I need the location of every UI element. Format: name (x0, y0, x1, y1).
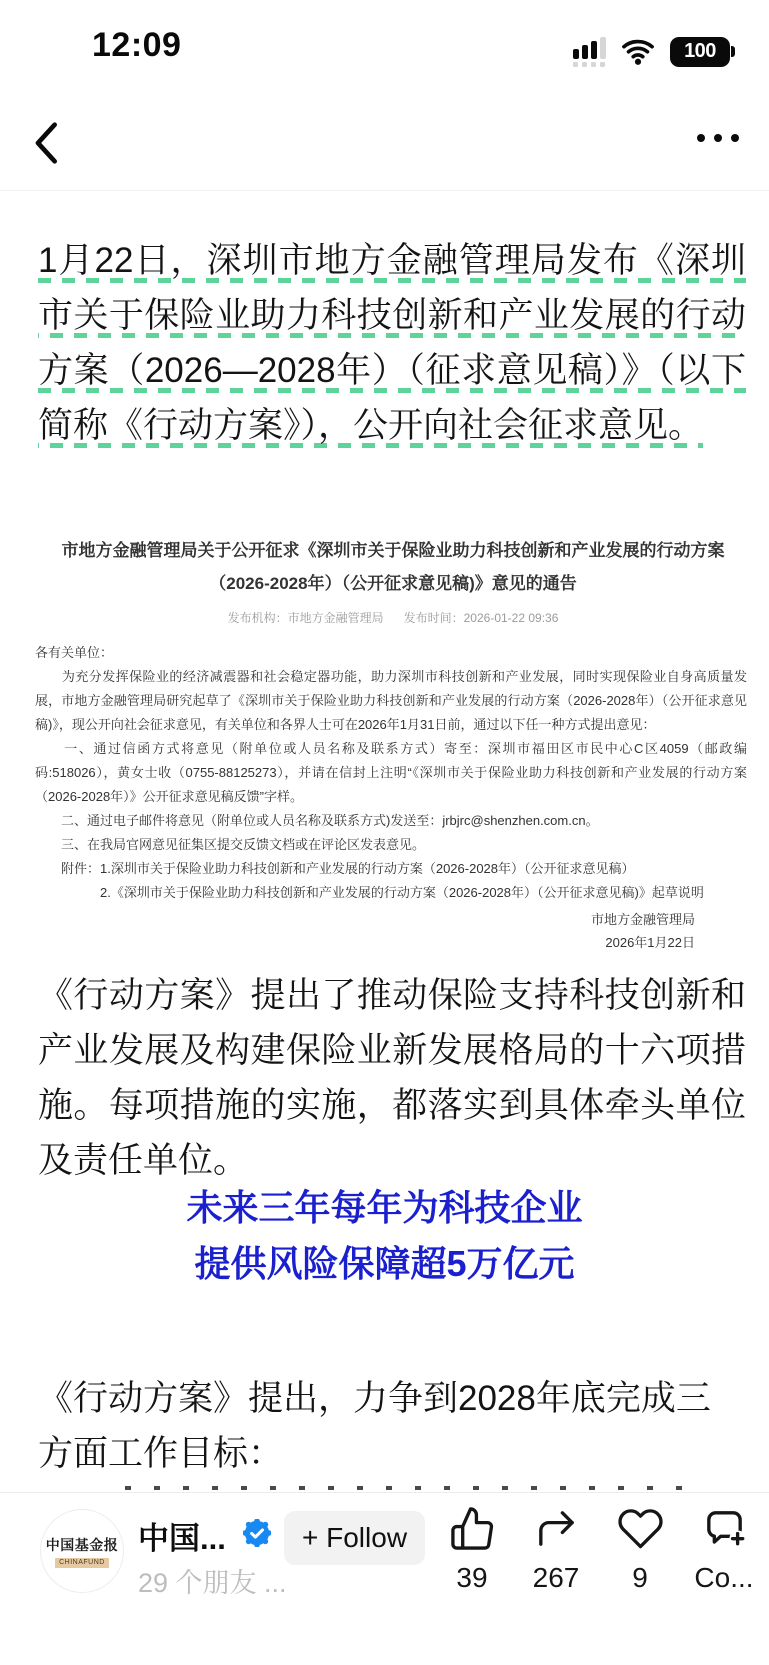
goals-line2: 方面工作目标： (38, 1434, 284, 1473)
account-subtitle: 29 个朋友 ... (138, 1568, 287, 1598)
notice-sign-org: 市地方金融管理局 (590, 912, 695, 927)
verified-badge-icon (243, 1519, 271, 1547)
notice-paragraph: 附件：1.深圳市关于保险业助力科技创新和产业发展的行动方案（2026-2028年）（公开征求意见稿） (35, 861, 635, 876)
favorite-count: 9 (632, 1562, 648, 1593)
notice-paragraph: 为充分发挥保险业的经济减震器和社会稳定器功能，助力深圳市科技创新和产业发展，同时实现保险业自身高质量发展，市地方金融管理局研究起草了《深圳市关于保险业助力科技创新和产业发展的行动方案（2026-2028年）（公开征求意见稿)》，现公开向社会征求意见，有关单位和各界人士可在2026年1月31日前，通过以下任一种方式提出意见： (35, 669, 747, 732)
engagement-bar (0, 1492, 769, 1665)
nav-bar (0, 98, 769, 191)
like-count: 39 (456, 1562, 488, 1593)
measures-paragraph: 《行动方案》提出了推动保险支持科技创新和产业发展及构建保险业新发展格局的十六项措施。每项措施的实施，都落实到具体牵头单位及责任单位。 (38, 976, 746, 1180)
notice-screenshot[interactable] (35, 534, 751, 954)
goals-line1: 《行动方案》提出，力争到2028年底完成三 (38, 1379, 711, 1418)
notice-publisher: 发布机构：市地方金融管理局 (227, 611, 384, 625)
wifi-icon (619, 36, 657, 67)
status-time: 12:09 (92, 26, 182, 64)
avatar-logo-text: 中国基金报 (45, 1538, 119, 1554)
favorite-button[interactable] (609, 1505, 671, 1594)
like-button[interactable] (441, 1505, 503, 1594)
notice-meta (35, 609, 751, 626)
status-icons (573, 36, 735, 67)
notice-sign-date: 2026年1月22日 (605, 935, 695, 950)
notice-body (35, 641, 751, 905)
avatar-logo-subtext: CHINAFUND (55, 1558, 109, 1568)
share-count: 267 (532, 1562, 580, 1593)
clipped-text-line (125, 1486, 687, 1490)
notice-paragraph: 各有关单位： (35, 645, 114, 660)
status-bar (0, 0, 769, 90)
key-point-heading (0, 1180, 769, 1292)
highlighted-text: 1月22日，深圳市地方金融管理局发布《深圳市关于保险业助力科技创新和产业发展的行动方案（2026—2028年）（征求意见稿）》（以下简称《行动方案》），公开向社会征求意见。 (38, 241, 746, 448)
heart-icon (617, 1505, 664, 1552)
notice-publish-time: 发布时间：2026-01-22 09:36 (403, 611, 559, 625)
lead-paragraph (38, 233, 746, 453)
notice-signature (35, 908, 751, 954)
notice-paragraph: 三、在我局官网意见征集区提交反馈文档或在评论区发表意见。 (35, 837, 426, 852)
comment-button[interactable] (693, 1505, 755, 1594)
notice-paragraph: 二、通过电子邮件将意见（附单位或人员名称及联系方式)发送至：jrbjrc@shenzhen.com.cn。 (35, 813, 599, 828)
ellipsis-icon (697, 134, 705, 142)
thumbs-up-icon (449, 1505, 496, 1552)
goals-paragraph (38, 1371, 746, 1481)
key-point-line1: 未来三年每年为科技企业 (186, 1187, 583, 1228)
action-buttons (441, 1505, 755, 1594)
comment-plus-icon (701, 1505, 748, 1552)
comment-label: Co... (694, 1562, 754, 1593)
battery-level: 100 (670, 37, 730, 67)
more-options-button[interactable] (691, 128, 745, 148)
notice-paragraph: 一、通过信函方式将意见（附单位或人员名称及联系方式）寄至：深圳市福田区市民中心C区4059（邮政编码:518026），黄女士收（0755-88125273），并请在信封上注明“《深圳市关于保险业助力科技创新和产业发展的行动方案（2026-2028年）》公开征求意见稿反馈”字样。 (35, 741, 747, 804)
chevron-left-icon (28, 116, 68, 170)
avatar[interactable] (40, 1509, 124, 1593)
account-name[interactable]: 中国... (138, 1521, 226, 1556)
back-button[interactable] (28, 116, 68, 170)
notice-title: 市地方金融管理局关于公开征求《深圳市关于保险业助力科技创新和产业发展的行动方案（2026-2028年）（公开征求意见稿)》意见的通告 (61, 541, 725, 593)
cellular-signal-icon (573, 37, 606, 67)
notice-paragraph: 2.《深圳市关于保险业助力科技创新和产业发展的行动方案（2026-2028年）（公开征求意见稿)》起草说明 (35, 885, 704, 900)
battery-icon (670, 37, 735, 67)
follow-button[interactable]: + Follow (284, 1511, 425, 1565)
share-arrow-icon (533, 1505, 580, 1552)
share-button[interactable] (525, 1505, 587, 1594)
key-point-line2: 提供风险保障超5万亿元 (194, 1243, 575, 1284)
